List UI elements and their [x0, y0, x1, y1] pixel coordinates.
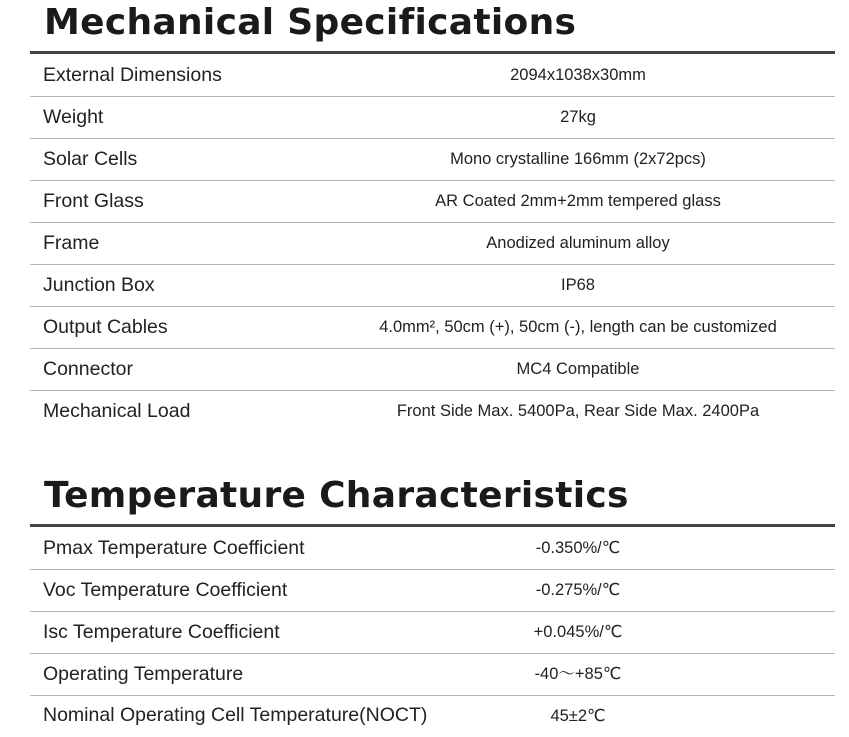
spec-value: IP68	[561, 276, 595, 294]
temp-row-isc-coefficient	[30, 611, 835, 654]
spec-label: Junction Box	[43, 274, 155, 296]
temp-label: Pmax Temperature Coefficient	[43, 537, 305, 559]
spec-value: Mono crystalline 166mm (2x72pcs)	[450, 150, 706, 168]
spec-value: AR Coated 2mm+2mm tempered glass	[435, 192, 721, 210]
spec-row-mechanical-load	[30, 390, 835, 432]
spec-label: Connector	[43, 358, 133, 380]
spec-label: External Dimensions	[43, 64, 222, 86]
spec-value: MC4 Compatible	[516, 360, 640, 378]
temp-value: -40～+85℃	[534, 665, 622, 683]
mechanical-specifications-title: Mechanical Specifications	[44, 2, 577, 43]
spec-row-frame	[30, 222, 835, 265]
spec-label: Front Glass	[43, 190, 144, 212]
temp-row-noct	[30, 695, 835, 729]
spec-label: Output Cables	[43, 316, 168, 338]
temp-row-voc-coefficient	[30, 569, 835, 612]
spec-row-output-cables	[30, 306, 835, 349]
temp-value: +0.045%/℃	[533, 623, 623, 641]
spec-row-external-dimensions	[30, 54, 835, 97]
temp-value: 45±2℃	[550, 707, 606, 725]
spec-row-front-glass	[30, 180, 835, 223]
spec-label: Frame	[43, 232, 100, 254]
spec-value: 4.0mm², 50cm (+), 50cm (-), length can be customized	[379, 318, 777, 336]
temp-value: -0.350%/℃	[535, 539, 621, 557]
spec-value: 27kg	[560, 108, 596, 126]
spec-row-connector	[30, 348, 835, 391]
temp-label: Voc Temperature Coefficient	[43, 579, 288, 601]
spec-row-solar-cells	[30, 138, 835, 181]
spec-value: Anodized aluminum alloy	[486, 234, 670, 252]
spec-label: Weight	[43, 106, 104, 128]
spec-value: Front Side Max. 5400Pa, Rear Side Max. 2400Pa	[396, 402, 760, 420]
spec-label: Solar Cells	[43, 148, 138, 170]
spec-value: 2094x1038x30mm	[510, 66, 646, 84]
spec-row-junction-box	[30, 264, 835, 307]
temp-label: Isc Temperature Coefficient	[43, 621, 280, 643]
temp-label: Nominal Operating Cell Temperature(NOCT)	[43, 704, 428, 726]
temperature-characteristics-title: Temperature Characteristics	[44, 475, 629, 516]
temp-row-operating-temperature	[30, 653, 835, 696]
spec-label: Mechanical Load	[43, 400, 191, 422]
temp-label: Operating Temperature	[43, 663, 244, 685]
spec-row-weight	[30, 96, 835, 139]
temp-row-pmax-coefficient	[30, 527, 835, 570]
temp-value: -0.275%/℃	[535, 581, 621, 599]
